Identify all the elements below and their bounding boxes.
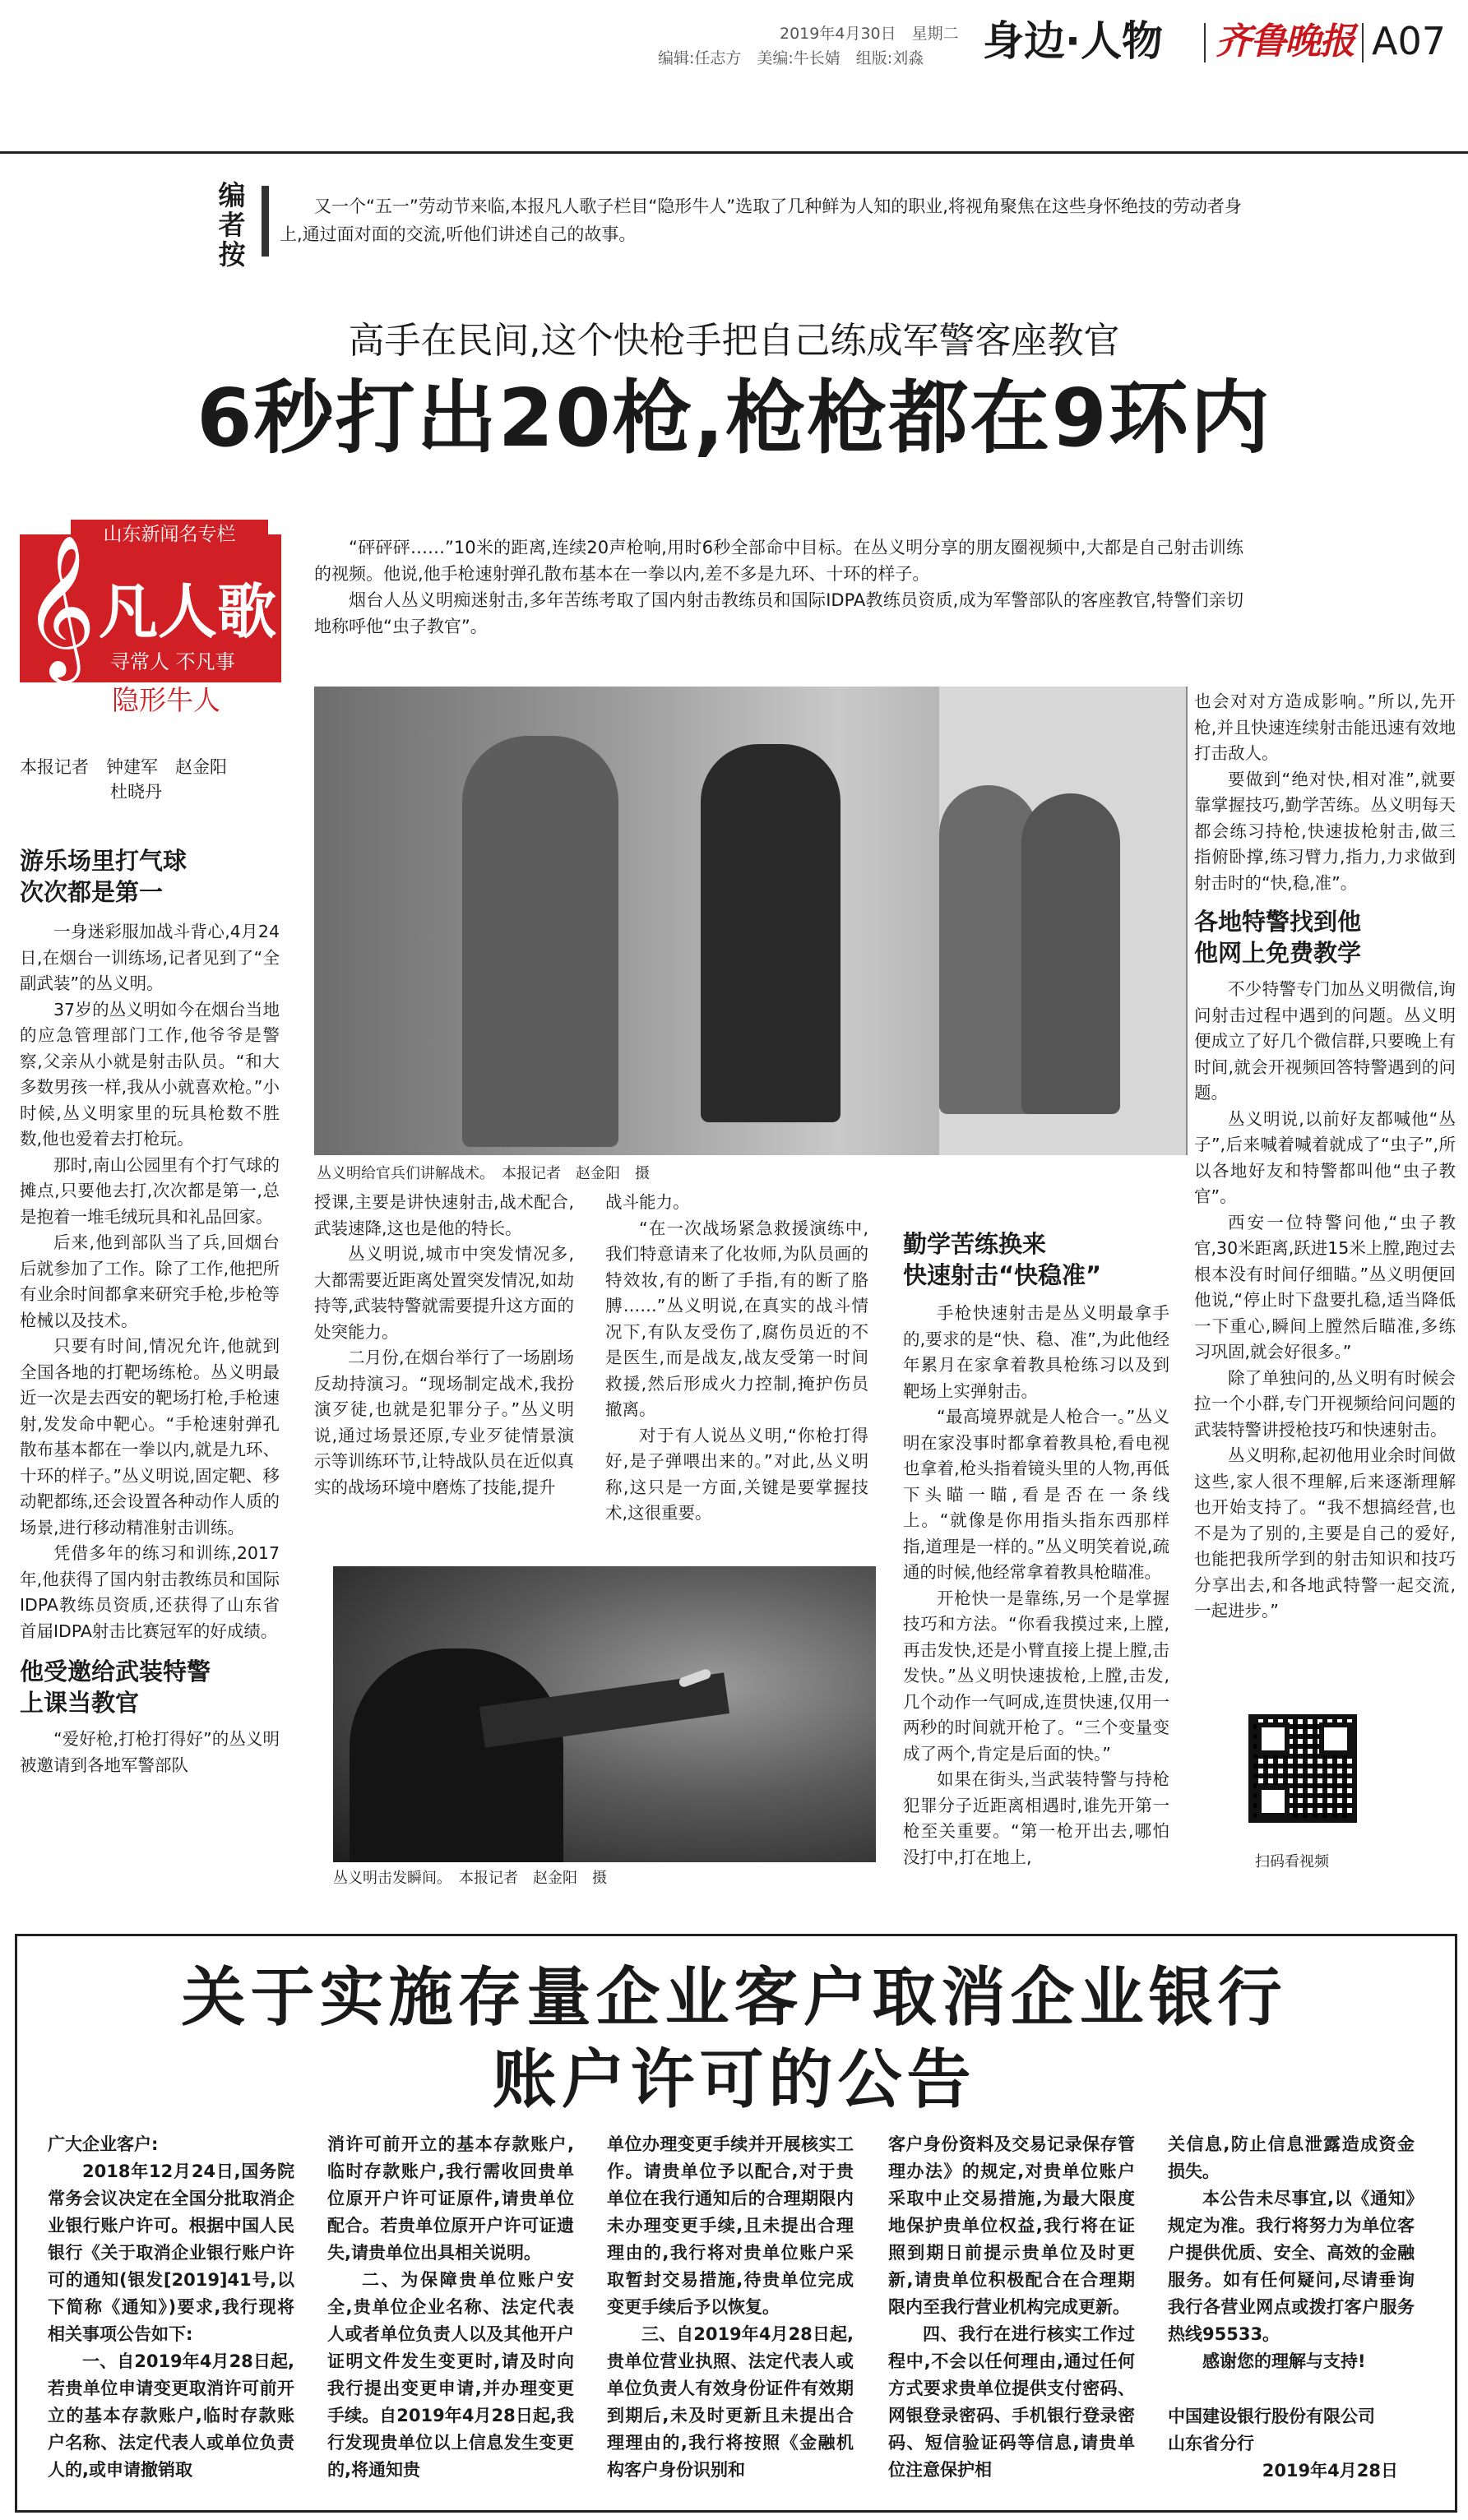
notice-date: 2019年4月28日 (1262, 2461, 1398, 2481)
paragraph: 一身迷彩服加战斗背心,4月24日,在烟台一训练场,记者见到了“全副武装”的丛义明。 (20, 922, 280, 993)
header-divider (1204, 23, 1206, 62)
paragraph: 只要有时间,情况允许,他就到全国各地的打靶场练枪。丛义明最近一次是去西安的靶场打枪,手枪速射,发发命中靶心。“手枪速射弹孔散布基本都在一拳以内,就是九环、十环的样子。”丛义明说,固定靶、移动靶都练,还会设置各种动作人质的场景,进行移动精准射击训练。 (20, 1336, 280, 1537)
byline (20, 755, 227, 804)
column-4 (903, 1223, 1169, 1906)
editor-credits: 编辑:任志方 美编:牛长婧 组版:刘淼 (658, 49, 924, 67)
logo-sub-text: 寻常人 不凡事 (110, 650, 235, 673)
subhead-3: 勤学苦练换来 快速射击“快稳准” (903, 1230, 1102, 1289)
header-divider-2 (1362, 23, 1364, 62)
photo-training-caption: 丛义明给官兵们讲解战术。 本报记者 赵金阳 摄 (317, 1165, 650, 1182)
notice-column-4 (888, 2131, 1135, 2493)
paragraph: 开枪快一是靠练,另一个是掌握技巧和方法。“你看我摸过来,上膛,再击发快,还是小臂直接上提上膛,击发快。”丛义明快速拔枪,上膛,击发,几个动作一气呵成,连贯快速,仅用一两秒的时间就开枪了。“三个变量变成了两个,肯定是后面的快。” (903, 1588, 1169, 1764)
photo-training (314, 687, 1188, 1155)
notice-paragraph: 二、为保障贵单位账户安全,贵单位企业名称、法定代表人或者单位负责人以及其他开户证明文件发生变更时,请及时向我行提出变更申请,并办理变更手续。自2019年4月28日起,我行发现贵单位以上信息发生变更的,将通知贵 (327, 2270, 574, 2480)
notice-paragraph: 单位办理变更手续并开展核实工作。请贵单位予以配合,对于贵单位在我行通知后的合理期限内未办理变更手续,且未提出合理理由的,我行将对贵单位账户采取暂封交易措施,待贵单位完成变更手续后予以恢复。 (607, 2134, 854, 2317)
date: 2019年4月30日 (780, 25, 896, 43)
editor-note-label: 编 者 按 (218, 179, 246, 270)
notice-paragraph: 三、自2019年4月28日起,贵单位营业执照、法定代表人或单位负责人有效身份证件有效期到期后,未及时更新且未提出合理理由的,我行将按照《金融机构客户身份识别和 (607, 2324, 854, 2480)
lead-paragraph-2: 烟台人丛义明痴迷射击,多年苦练考取了国内射击教练员和国际IDPA教练员资质,成为军警部队的客座教官,特警们亲切地称呼他“虫子教官”。 (314, 590, 1243, 636)
subhead-1: 游乐场里打气球 次次都是第一 (20, 847, 188, 906)
notice-column-3 (607, 2131, 854, 2493)
column-2 (314, 1190, 574, 1551)
notice-paragraph: 本公告未尽事宜,以《通知》规定为准。我行将努力为单位客户提供优质、安全、高效的金融服务。如有任何疑问,尽请垂询我行各营业网点或拨打客户服务热线95533。 (1168, 2189, 1415, 2344)
column-5 (1194, 689, 1456, 1700)
paragraph: 战斗能力。 (605, 1192, 690, 1212)
paragraph: “爱好枪,打枪打得好”的丛义明被邀请到各地军警部队 (20, 1729, 280, 1775)
paragraph: “最高境界就是人枪合一。”丛义明在家没事时都拿着教具枪,看电视也拿着,枪头指着镜头里的人物,再低下头瞄一瞄,看是否在一条线上。“就像是你用指头指东西那样指,道理是一样的。”丛义明笑着说,疏通的时候,他经常拿着教具枪瞄准。 (903, 1407, 1169, 1582)
photo-firing-caption: 丛义明击发瞬间。 本报记者 赵金阳 摄 (333, 1870, 607, 1887)
notice-paragraph: 一、自2019年4月28日起,若贵单位申请变更取消许可前开立的基本存款账户,临时存款账户名称、法定代表人或单位负责人的,或申请撤销取 (48, 2351, 294, 2480)
paragraph: 后来,他到部队当了兵,回烟台后就参加了工作。除了工作,他把所有业余时间都拿来研究手枪,步枪等枪械以及技术。 (20, 1232, 280, 1330)
notice-paragraph: 消许可前开立的基本存款账户,临时存款账户,我行需收回贵单位原开户许可证原件,请贵单位配合。若贵单位原开户许可证遗失,请贵单位出具相关说明。 (327, 2134, 574, 2263)
column-1 (20, 840, 280, 1901)
paragraph: 除了单独问的,丛义明有时候会拉一个小群,专门开视频给问问题的武装特警讲授枪技巧和快速射击。 (1194, 1367, 1456, 1440)
column-3 (605, 1190, 868, 1551)
qr-code[interactable] (1248, 1714, 1357, 1823)
paragraph: 丛义明说,城市中突发情况多,大都需要近距离处置突发情况,如劫持等,武装特警就需要提升这方面的处突能力。 (314, 1244, 574, 1342)
paragraph: 也会对对方造成影响。”所以,先开枪,并且快速连续射击能迅速有效地打击敌人。 (1194, 691, 1456, 763)
notice-paragraph: 2018年12月24日,国务院常务会议决定在全国分批取消企业银行账户许可。根据中国人民银行《关于取消企业银行账户许可的通知(银发[2019]41号,以下简称《通知》)要求,我行现将相关事项公告如下: (48, 2162, 294, 2344)
photo-firing (333, 1566, 876, 1862)
byline-line-1: 本报记者 钟建军 赵金阳 (20, 757, 227, 777)
section-title: 身边·人物 (983, 17, 1163, 65)
paragraph: 要做到“绝对快,相对准”,就要靠掌握技巧,勤学苦练。丛义明每天都会练习持枪,快速拔枪射击,做三指俯卧撑,练习臂力,指力,力求做到射击时的“快,稳,准”。 (1194, 769, 1456, 893)
page-number: A07 (1372, 19, 1447, 63)
paragraph: 西安一位特警问他,“虫子教官,30米距离,跃进15米上膛,跑过去根本没有时间仔细瞄。”丛义明便回他说,“停止时下盘要扎稳,适当降低一下重心,瞬间上膛然后瞄准,多练习巩固,就会好很多。” (1194, 1212, 1456, 1362)
paragraph: 手枪快速射击是丛义明最拿手的,要求的是“快、稳、准”,为此他经年累月在家拿着教具枪练习以及到靶场上实弹射击。 (903, 1303, 1169, 1401)
paragraph: 那时,南山公园里有个打气球的摊点,只要他去打,次次都是第一,总是抱着一堆毛绒玩具和礼品回家。 (20, 1154, 280, 1227)
notice-signature-2: 山东省分行 (1168, 2434, 1254, 2453)
editor-note-text: 又一个“五一”劳动节来临,本报凡人歌子栏目“隐形牛人”选取了几种鲜为人知的职业,将视角聚焦在这些身怀绝技的劳动者身上,通过面对面的交流,听他们讲述自己的故事。 (280, 197, 1242, 244)
paragraph: 如果在街头,当武装特警与持枪犯罪分子近距离相遇时,谁先开第一枪至关重要。“第一枪开出去,哪怕没打中,打在地上, (903, 1769, 1169, 1867)
weekday: 星期二 (911, 25, 959, 43)
editor-note-bar (262, 186, 269, 257)
notice-paragraph: 关信息,防止信息泄露造成资金损失。 (1168, 2134, 1415, 2181)
logo-top-text: 山东新闻名专栏 (71, 520, 268, 549)
paragraph: “在一次战场紧急救援演练中,我们特意请来了化妆师,为队员画的特效妆,有的断了手指,有的断了胳膊……”丛义明说,在真实的战斗情况下,有队友受伤了,腐伤员近的不是医生,而是战友,战友受第一时间救援,然后形成火力控制,掩护伤员撤离。 (605, 1218, 868, 1419)
paragraph: 授课,主要是讲快速射击,战术配合,武装速降,这也是他的特长。 (314, 1192, 574, 1238)
article-headline: 6秒打出20枪,枪枪都在9环内 (197, 372, 1271, 465)
paragraph: 二月份,在烟台举行了一场剧场反劫持演习。“现场制定战术,我扮演歹徒,也就是犯罪分子。”丛义明说,通过场景还原,专业歹徒情景演示等训练环节,让特战队员在近似真实的战场环境中磨炼了技能,提升 (314, 1348, 574, 1497)
article-lead (314, 534, 1243, 640)
lead-paragraph-1: “砰砰砰……”10米的距离,连续20声枪响,用时6秒全部命中目标。在丛义明分享的朋友圈视频中,大都是自己射击训练的视频。他说,他手枪速射弹孔散布基本在一拳以内,差不多是九环、十环的样子。 (314, 538, 1243, 584)
paragraph: 对于有人说丛义明,“你枪打得好,是子弹喂出来的。”对此,丛义明称,这只是一方面,关键是要掌握技术,这很重要。 (605, 1425, 868, 1523)
notice-paragraph: 感谢您的理解与支持! (1202, 2351, 1366, 2371)
notice-column-1 (48, 2131, 294, 2493)
logo-column-name: 隐形牛人 (112, 684, 220, 716)
subhead-4: 各地特警找到他 他网上免费教学 (1194, 908, 1362, 967)
notice-paragraph: 四、我行在进行核实工作过程中,不会以任何理由,通过任何方式要求贵单位提供支付密码、网银登录密码、手机银行登录密码、短信验证码等信息,请贵单位注意保护相 (888, 2324, 1135, 2480)
paragraph: 不少特警专门加丛义明微信,询问射击过程中遇到的问题。丛义明便成立了好几个微信群,只要晚上有时间,就会开视频回答特警遇到的问题。 (1194, 979, 1456, 1103)
notice-paragraph: 客户身份资料及交易记录保存管理办法》的规定,对贵单位账户采取中止交易措施,为最大限度地保护贵单位权益,我行将在证照到期日前提示贵单位及时更新,请贵单位积极配合在合理期限内至我行营业机构完成更新。 (888, 2134, 1135, 2317)
qr-caption: 扫码看视频 (1255, 1853, 1329, 1870)
treble-clef-icon: 𝄞 (23, 534, 96, 677)
paragraph: 凭借多年的练习和训练,2017年,他获得了国内射击教练员和国际IDPA教练员资质,还获得了山东省首届IDPA射击比赛冠军的好成绩。 (20, 1543, 280, 1641)
paper-logo: 齐鲁晚报 (1216, 21, 1354, 62)
notice-title: 关于实施存量企业客户取消企业银行 账户许可的公告 (181, 1961, 1287, 2117)
issue-date (780, 23, 959, 44)
column-logo (20, 520, 281, 720)
notice-column-5 (1168, 2131, 1415, 2493)
logo-main-text: 凡人歌 (99, 577, 277, 646)
paragraph: 丛义明称,起初他用业余时间做这些,家人很不理解,后来逐渐理解也开始支持了。“我不想搞经营,也不是为了别的,主要是自己的爱好,也能把我所学到的射击知识和技巧分享出去,和各地武特警一起交流,一起进步。” (1194, 1445, 1456, 1621)
notice-column-2 (327, 2131, 574, 2493)
header-rule (0, 151, 1468, 154)
notice-signature-1: 中国建设银行股份有限公司 (1168, 2407, 1375, 2426)
subhead-2: 他受邀给武装特警 上课当教官 (20, 1658, 211, 1717)
article-kicker: 高手在民间,这个快枪手把自己练成军警客座教官 (348, 320, 1120, 362)
notice-salutation: 广大企业客户: (48, 2134, 159, 2154)
byline-line-2: 杜晓丹 (110, 782, 162, 802)
paragraph: 丛义明说,以前好友都喊他“丛子”,后来喊着喊着就成了“虫子”,所以各地好友和特警都叫他“虫子教官”。 (1194, 1108, 1456, 1206)
paragraph: 37岁的丛义明如今在烟台当地的应急管理部门工作,他爷爷是警察,父亲从小就是射击队员。“和大多数男孩一样,我从小就喜欢枪。”小时候,丛义明家里的玩具枪数不胜数,他也爱着去打枪玩。 (20, 999, 280, 1149)
